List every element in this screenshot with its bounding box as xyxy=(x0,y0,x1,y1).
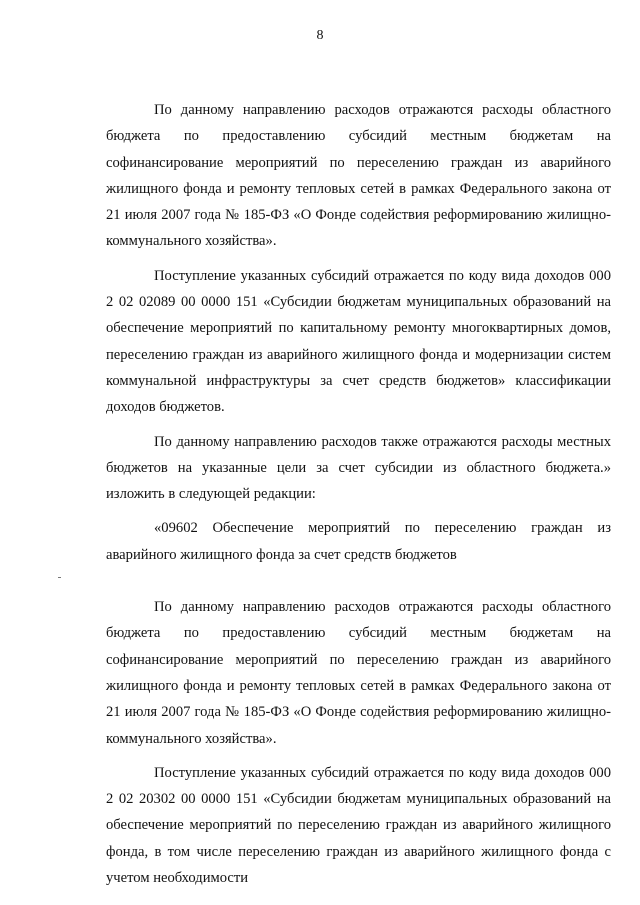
paragraph-new-article-heading: «09602 Обеспечение мероприятий по переселению граждан из аварийного жилищного фонда за счет средств бюджетов xyxy=(106,520,611,563)
paragraph-expense-direction: По данному направлению расходов отражаются расходы областного бюджета по предоставлению субсидий местным бюджетам на софинансирование мероприятий по переселению граждан из аварийного жилищного фонда и ремонту тепловых сетей в рамках Федерального закона от 21 июля 2007 года № 185-ФЗ «О Фонде содействия реформированию жилищно-коммунального хозяйства». xyxy=(106,102,611,250)
paragraph-expense-direction-2: По данному направлению расходов отражаются расходы областного бюджета по предоставлению субсидий местным бюджетам на софинансирование мероприятий по переселению граждан из аварийного жилищного фонда и ремонту тепловых сетей в рамках Федерального закона от 21 июля 2007 года № 185-ФЗ «О Фонде содействия реформированию жилищно-коммунального хозяйства». xyxy=(106,599,611,747)
paragraph-income-code-2: Поступление указанных субсидий отражается по коду вида доходов 000 2 02 20302 00 0000 151 «Субсидии бюджетам муниципальных образований на обеспечение мероприятий по переселению граждан из аварийного жилищного фонда, в том числе переселению граждан из аварийного жилищного фонда с учетом необходимости xyxy=(106,764,611,887)
margin-mark xyxy=(58,577,61,578)
document-body xyxy=(106,97,611,899)
paragraph-local-budgets: По данному направлению расходов также отражаются расходы местных бюджетов на указанные цели за счет субсидии из областного бюджета.» изложить в следующей редакции: xyxy=(106,433,611,503)
page-number: 8 xyxy=(316,28,324,43)
paragraph-income-code: Поступление указанных субсидий отражается по коду вида доходов 000 2 02 02089 00 0000 151 «Субсидии бюджетам муниципальных образований на обеспечение мероприятий по капитальному ремонту многоквартирных домов, переселению граждан из аварийного жилищного фонда и модернизации систем коммунальной инфраструктуры за счет средств бюджетов» классификации доходов бюджетов. xyxy=(106,267,611,416)
